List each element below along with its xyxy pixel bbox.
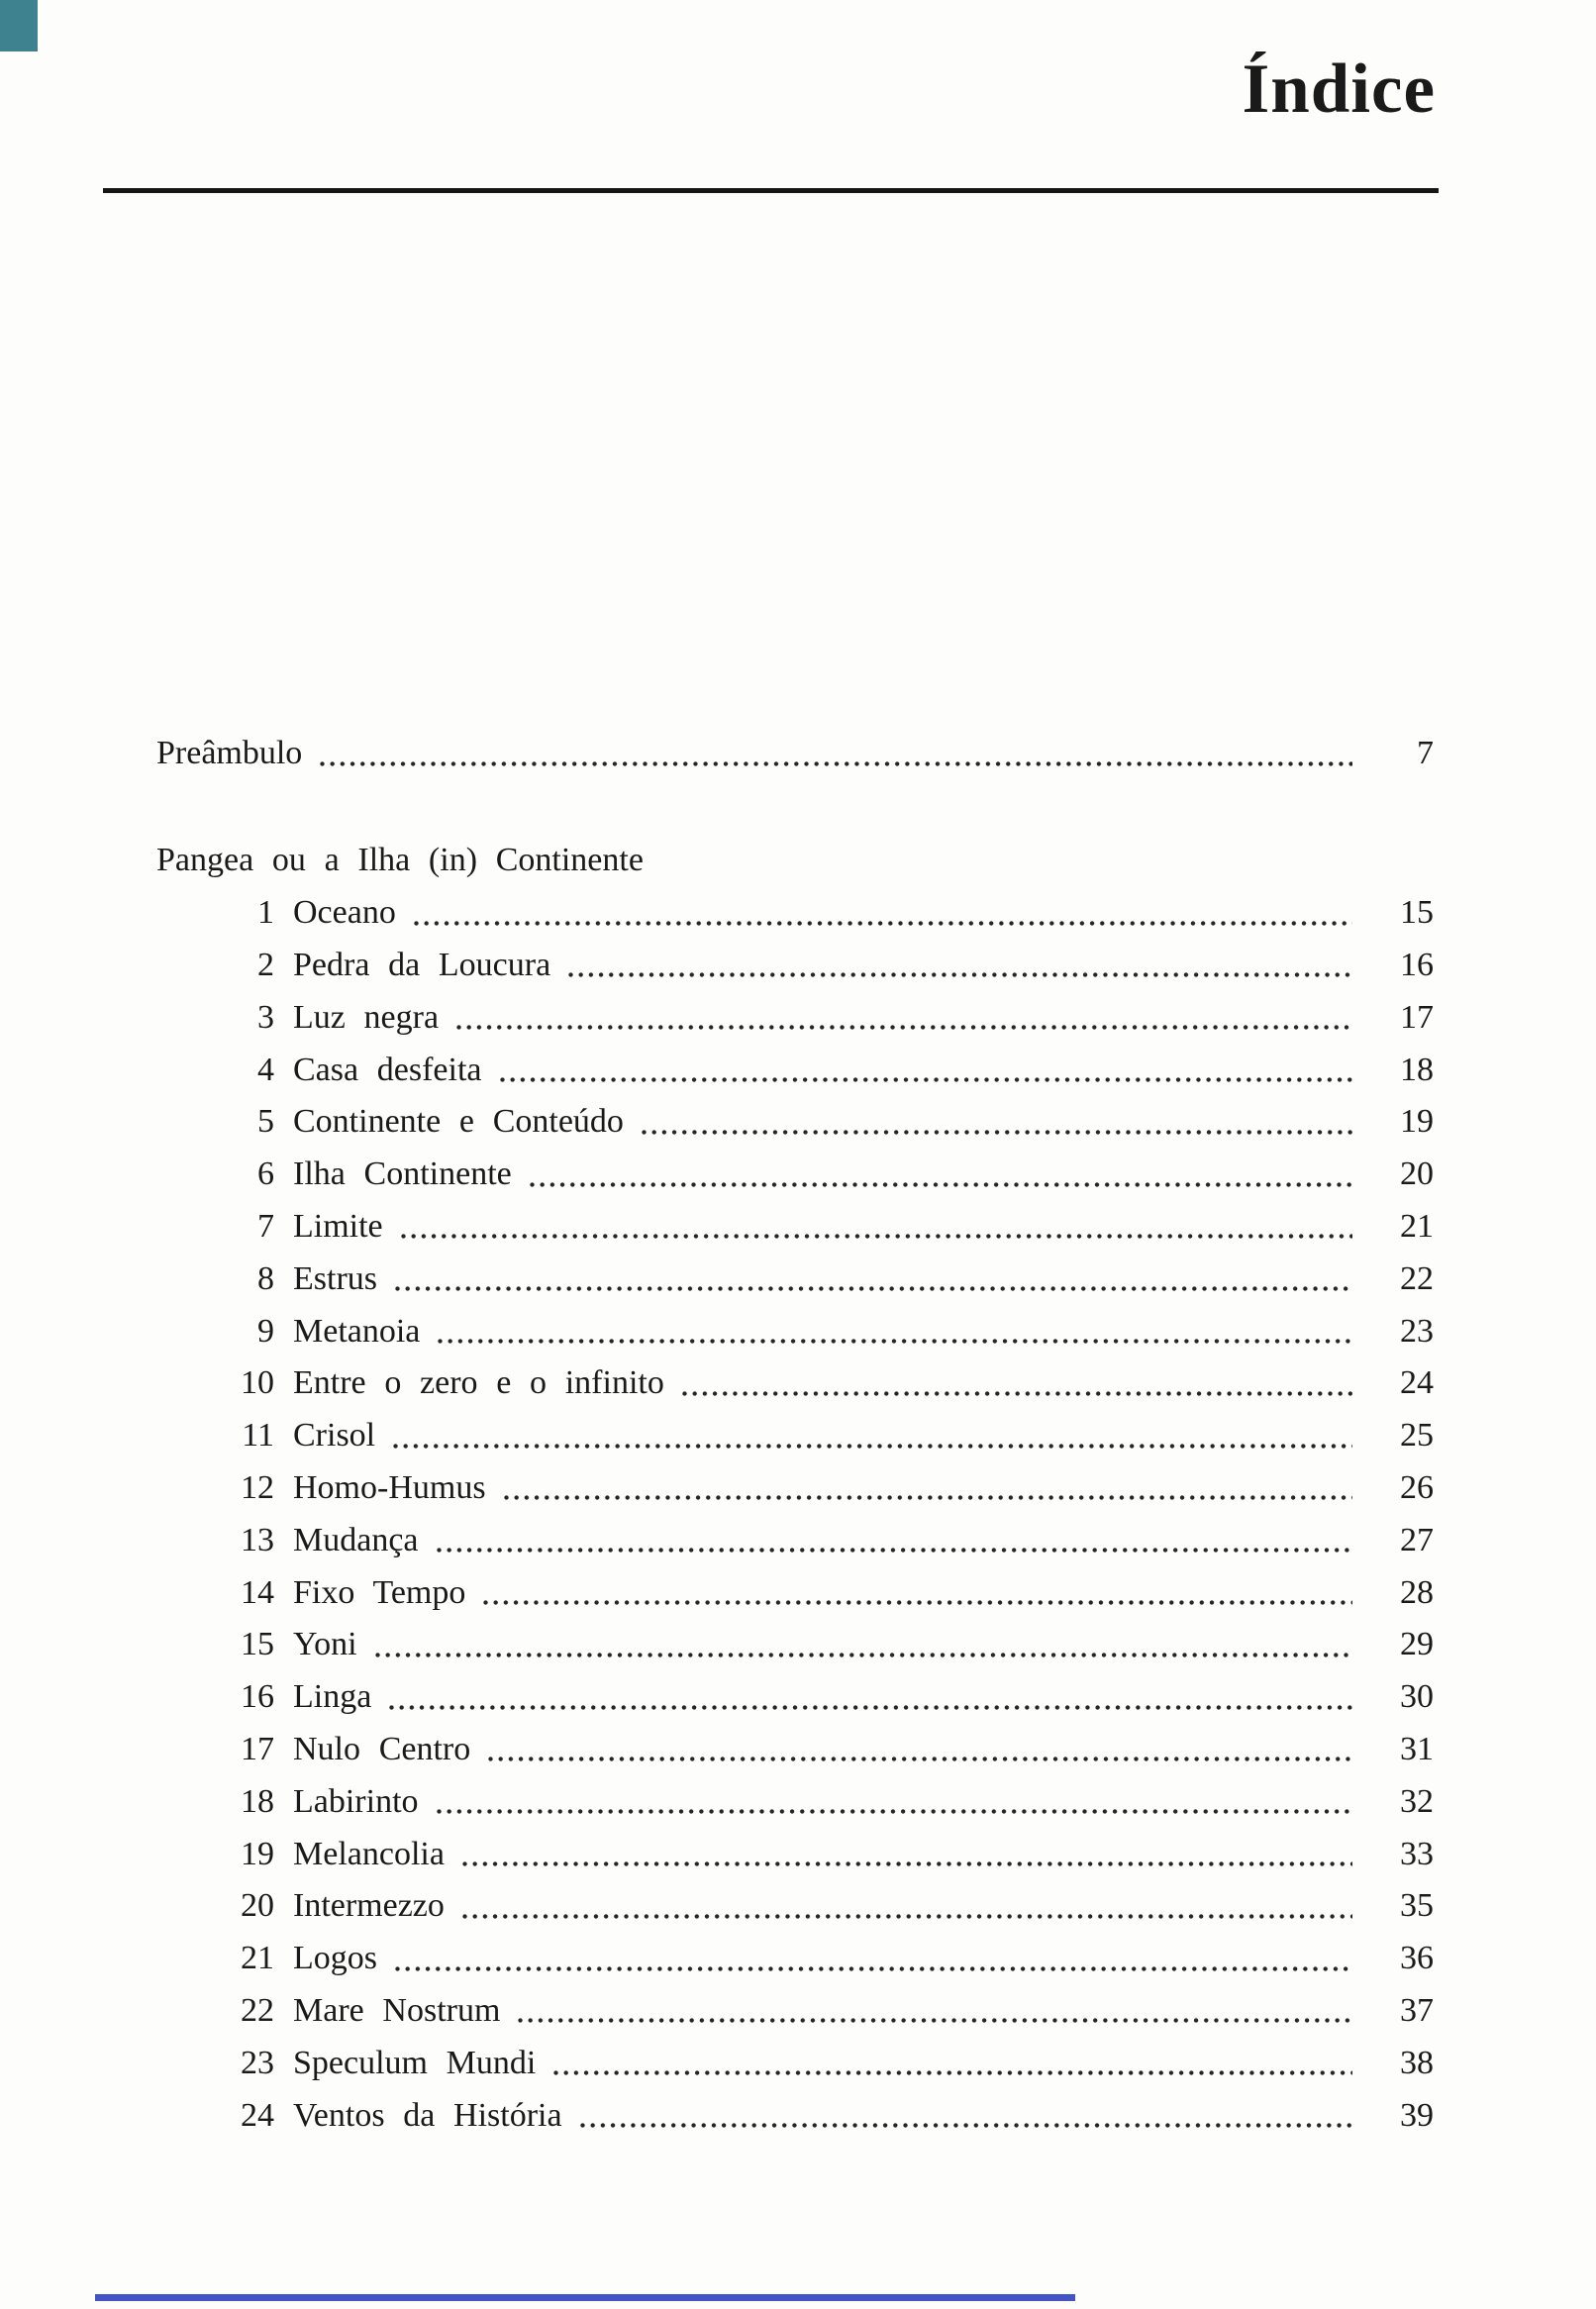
entry-title: Continente e Conteúdo bbox=[293, 1103, 624, 1141]
toc-entry-row bbox=[0, 1566, 1596, 1619]
dot-leader bbox=[553, 2070, 1352, 2075]
toc-entry-row bbox=[0, 991, 1596, 1044]
entry-number: 3 bbox=[257, 998, 274, 1036]
toc-entry-row bbox=[0, 887, 1596, 940]
entry-number: 11 bbox=[242, 1417, 274, 1455]
entry-number: 16 bbox=[241, 1678, 274, 1716]
entry-title: Estrus bbox=[293, 1259, 377, 1297]
toc-entry-row bbox=[0, 1514, 1596, 1566]
entry-number: 15 bbox=[241, 1626, 274, 1663]
entry-page-number: 31 bbox=[1400, 1730, 1434, 1767]
toc-entry-row bbox=[0, 1619, 1596, 1671]
toc-content bbox=[0, 728, 1596, 2142]
entry-page-number: 22 bbox=[1400, 1259, 1434, 1297]
entry-page-number: 35 bbox=[1400, 1887, 1434, 1925]
entry-number: 9 bbox=[257, 1312, 274, 1350]
entry-page-number: 38 bbox=[1400, 2044, 1434, 2081]
toc-entries bbox=[0, 887, 1596, 2142]
entry-number: 12 bbox=[241, 1468, 274, 1506]
entry-number: 18 bbox=[241, 1782, 274, 1820]
dot-leader bbox=[389, 1705, 1352, 1710]
toc-entry-row bbox=[0, 2037, 1596, 2089]
dot-leader bbox=[438, 1339, 1352, 1344]
entry-title: Logos bbox=[293, 1940, 377, 1977]
entry-page-number: 19 bbox=[1400, 1103, 1434, 1141]
entry-title: Crisol bbox=[293, 1417, 376, 1455]
toc-entry-row bbox=[0, 1044, 1596, 1096]
entry-number: 6 bbox=[257, 1155, 274, 1193]
toc-entry-row bbox=[0, 1671, 1596, 1724]
entry-title: Entre o zero e o infinito bbox=[293, 1364, 664, 1402]
scan-corner-artifact bbox=[0, 0, 38, 51]
entry-number: 21 bbox=[241, 1940, 274, 1977]
toc-entry-row bbox=[0, 1724, 1596, 1776]
scan-bottom-artifact bbox=[95, 2294, 1075, 2301]
entry-number: 7 bbox=[257, 1207, 274, 1245]
preamble-page-number: 7 bbox=[1417, 735, 1434, 772]
entry-page-number: 37 bbox=[1400, 1991, 1434, 2029]
toc-entry-row bbox=[0, 1880, 1596, 1933]
entry-page-number: 36 bbox=[1400, 1940, 1434, 1977]
entry-title: Labirinto bbox=[293, 1782, 419, 1820]
entry-page-number: 24 bbox=[1400, 1364, 1434, 1402]
entry-title: Yoni bbox=[293, 1626, 357, 1663]
dot-leader bbox=[462, 1914, 1352, 1919]
entry-title: Homo-Humus bbox=[293, 1468, 486, 1506]
entry-page-number: 27 bbox=[1400, 1521, 1434, 1558]
toc-entry-row bbox=[0, 2089, 1596, 2142]
entry-title: Oceano bbox=[293, 894, 396, 932]
title-rule bbox=[103, 188, 1439, 193]
entry-number: 5 bbox=[257, 1103, 274, 1141]
dot-leader bbox=[401, 1234, 1352, 1239]
preamble-label: Preâmbulo bbox=[156, 735, 303, 772]
toc-entry-row bbox=[0, 940, 1596, 992]
entry-page-number: 21 bbox=[1400, 1207, 1434, 1245]
entry-number: 22 bbox=[241, 1991, 274, 2029]
entry-title: Fixo Tempo bbox=[293, 1573, 466, 1611]
toc-entry-row bbox=[0, 1305, 1596, 1357]
dot-leader bbox=[568, 972, 1352, 977]
dot-leader bbox=[395, 1286, 1352, 1291]
dot-leader bbox=[483, 1600, 1352, 1605]
entry-number: 8 bbox=[257, 1259, 274, 1297]
entry-page-number: 23 bbox=[1400, 1312, 1434, 1350]
entry-page-number: 28 bbox=[1400, 1573, 1434, 1611]
entry-number: 4 bbox=[257, 1051, 274, 1088]
dot-leader bbox=[437, 1548, 1352, 1553]
dot-leader bbox=[375, 1653, 1352, 1657]
toc-entry-row bbox=[0, 1933, 1596, 1985]
page-title: Índice bbox=[1242, 50, 1436, 128]
entry-page-number: 39 bbox=[1400, 2096, 1434, 2134]
dot-leader bbox=[530, 1182, 1352, 1187]
dot-leader bbox=[518, 2018, 1352, 2023]
dot-leader bbox=[580, 2123, 1352, 2128]
dot-leader bbox=[437, 1809, 1352, 1814]
dot-leader bbox=[682, 1391, 1352, 1396]
entry-title: Limite bbox=[293, 1207, 383, 1245]
entry-title: Pedra da Loucura bbox=[293, 946, 551, 983]
toc-entry-row bbox=[0, 1775, 1596, 1828]
entry-number: 17 bbox=[241, 1730, 274, 1767]
dot-leader bbox=[393, 1444, 1352, 1449]
entry-page-number: 18 bbox=[1400, 1051, 1434, 1088]
entry-number: 14 bbox=[241, 1573, 274, 1611]
entry-number: 10 bbox=[241, 1364, 274, 1402]
entry-title: Luz negra bbox=[293, 998, 440, 1036]
dot-leader bbox=[500, 1077, 1352, 1082]
dot-leader bbox=[462, 1861, 1352, 1866]
entry-number: 24 bbox=[241, 2096, 274, 2134]
entry-page-number: 26 bbox=[1400, 1468, 1434, 1506]
entry-title: Mare Nostrum bbox=[293, 1991, 501, 2029]
entry-page-number: 25 bbox=[1400, 1417, 1434, 1455]
entry-page-number: 33 bbox=[1400, 1835, 1434, 1872]
entry-number: 13 bbox=[241, 1521, 274, 1558]
dot-leader bbox=[320, 761, 1352, 766]
entry-title: Metanoia bbox=[293, 1312, 421, 1350]
entry-number: 2 bbox=[257, 946, 274, 983]
entry-page-number: 15 bbox=[1400, 894, 1434, 932]
entry-title: Nulo Centro bbox=[293, 1730, 471, 1767]
entry-title: Ilha Continente bbox=[293, 1155, 512, 1193]
dot-leader bbox=[456, 1025, 1352, 1030]
entry-title: Mudança bbox=[293, 1521, 419, 1558]
dot-leader bbox=[395, 1966, 1352, 1971]
entry-title: Speculum Mundi bbox=[293, 2044, 537, 2081]
toc-entry-row bbox=[0, 1096, 1596, 1149]
dot-leader bbox=[488, 1757, 1352, 1761]
entry-number: 1 bbox=[257, 894, 274, 932]
entry-number: 19 bbox=[241, 1835, 274, 1872]
entry-title: Intermezzo bbox=[293, 1887, 445, 1925]
entry-title: Casa desfeita bbox=[293, 1051, 482, 1088]
toc-entry-row bbox=[0, 1828, 1596, 1880]
dot-leader bbox=[642, 1130, 1352, 1135]
entry-page-number: 30 bbox=[1400, 1678, 1434, 1716]
toc-entry-row bbox=[0, 1357, 1596, 1410]
dot-leader bbox=[504, 1495, 1352, 1500]
toc-entry-row bbox=[0, 1201, 1596, 1254]
entry-page-number: 20 bbox=[1400, 1155, 1434, 1193]
preamble-row bbox=[0, 728, 1596, 780]
entry-page-number: 16 bbox=[1400, 946, 1434, 983]
toc-entry-row bbox=[0, 1410, 1596, 1462]
entry-title: Melancolia bbox=[293, 1835, 445, 1872]
entry-page-number: 17 bbox=[1400, 998, 1434, 1036]
toc-entry-row bbox=[0, 1149, 1596, 1201]
entry-number: 23 bbox=[241, 2044, 274, 2081]
entry-title: Ventos da História bbox=[293, 2096, 562, 2134]
section-heading: Pangea ou a Ilha (in) Continente bbox=[156, 841, 644, 878]
toc-entry-row bbox=[0, 1462, 1596, 1515]
entry-page-number: 32 bbox=[1400, 1782, 1434, 1820]
header bbox=[0, 0, 1596, 133]
entry-page-number: 29 bbox=[1400, 1626, 1434, 1663]
entry-title: Linga bbox=[293, 1678, 372, 1716]
entry-number: 20 bbox=[241, 1887, 274, 1925]
dot-leader bbox=[414, 921, 1352, 926]
toc-entry-row bbox=[0, 1985, 1596, 2038]
toc-entry-row bbox=[0, 1253, 1596, 1305]
